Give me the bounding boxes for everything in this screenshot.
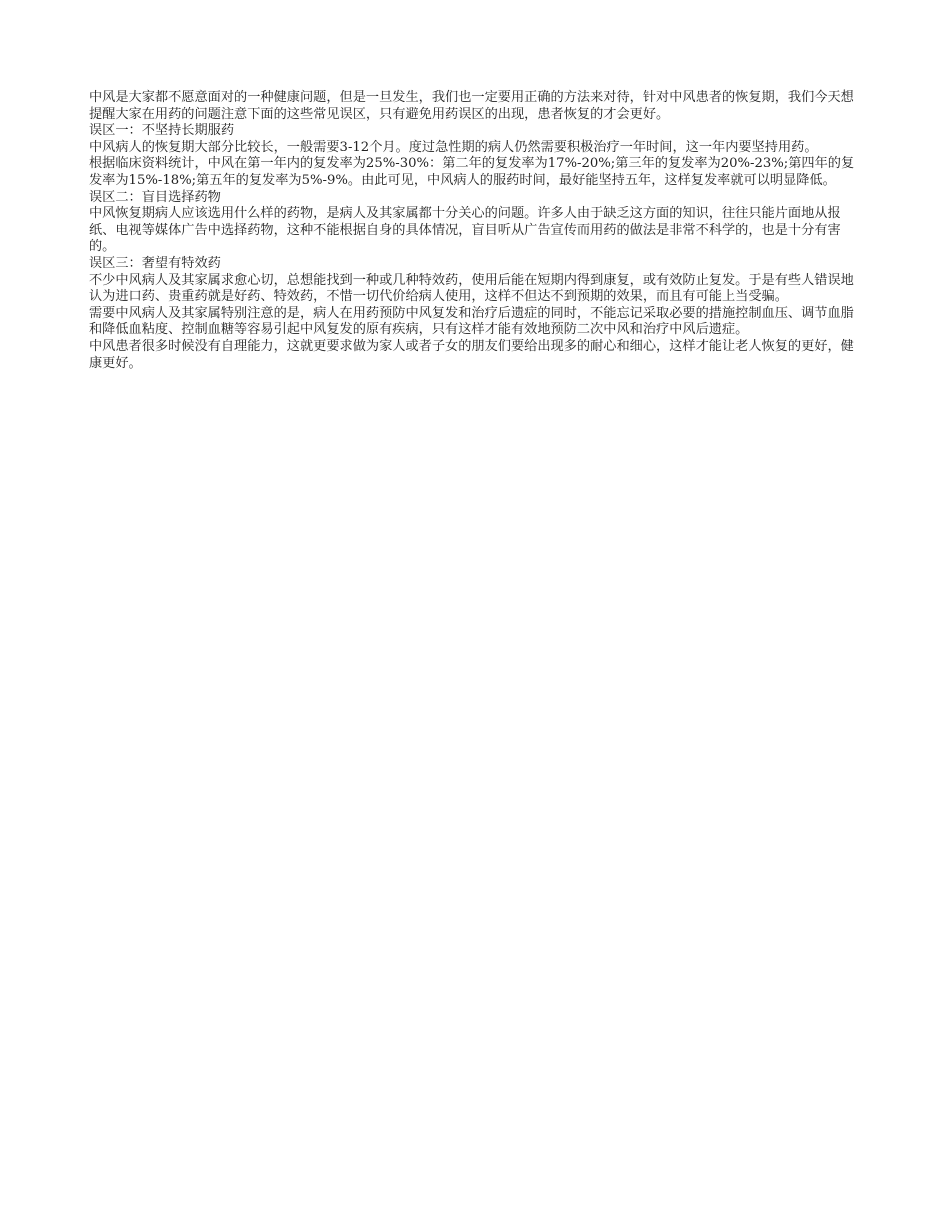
body-paragraph: 需要中风病人及其家属特别注意的是，病人在用药预防中风复发和治疗后遗症的同时，不能忘记采取必要的措施控制血压、调节血脂和降低血粘度、控制血糖等容易引起中风复发的原有疾病，只有这样才能有效地预防二次中风和治疗中风后遗症。 [89, 305, 854, 338]
section-heading-misconception-1: 误区一：不坚持长期服药 [89, 123, 235, 139]
closing-paragraph: 中风患者很多时候没有自理能力，这就更要求做为家人或者子女的朋友们要给出现多的耐心和细心，这样才能让老人恢复的更好，健康更好。 [89, 338, 854, 371]
body-paragraph: 不少中风病人及其家属求愈心切，总想能找到一种或几种特效药，使用后能在短期内得到康复，或有效防止复发。于是有些人错误地认为进口药、贵重药就是好药、特效药，不惜一切代价给病人使用，这样不但达不到预期的效果，而且有可能上当受骗。 [89, 272, 854, 305]
intro-paragraph: 中风是大家都不愿意面对的一种健康问题，但是一旦发生，我们也一定要用正确的方法来对待，针对中风患者的恢复期，我们今天想提醒大家在用药的问题注意下面的这些常见误区，只有避免用药误区的出现，患者恢复的才会更好。 [89, 90, 854, 122]
body-paragraph: 中风病人的恢复期大部分比较长，一般需要3-12个月。度过急性期的病人仍然需要积极治疗一年时间，这一年内要坚持用药。 [89, 139, 818, 155]
section-heading-misconception-3: 误区三：奢望有特效药 [89, 255, 221, 271]
section-heading-misconception-2: 误区二：盲目选择药物 [89, 189, 221, 205]
article-body [89, 90, 865, 372]
body-paragraph: 根据临床资料统计，中风在第一年内的复发率为25%-30%：第二年的复发率为17%-20%;第三年的复发率为20%-23%;第四年的复发率为15%-18%;第五年的复发率为5%-9%。由此可见，中风病人的服药时间，最好能坚持五年，这样复发率就可以明显降低。 [89, 156, 855, 188]
body-paragraph: 中风恢复期病人应该选用什么样的药物，是病人及其家属都十分关心的问题。许多人由于缺乏这方面的知识，往往只能片面地从报纸、电视等媒体广告中选择药物，这种不能根据自身的具体情况，盲目听从广告宣传而用药的做法是非常不科学的，也是十分有害的。 [89, 206, 841, 255]
